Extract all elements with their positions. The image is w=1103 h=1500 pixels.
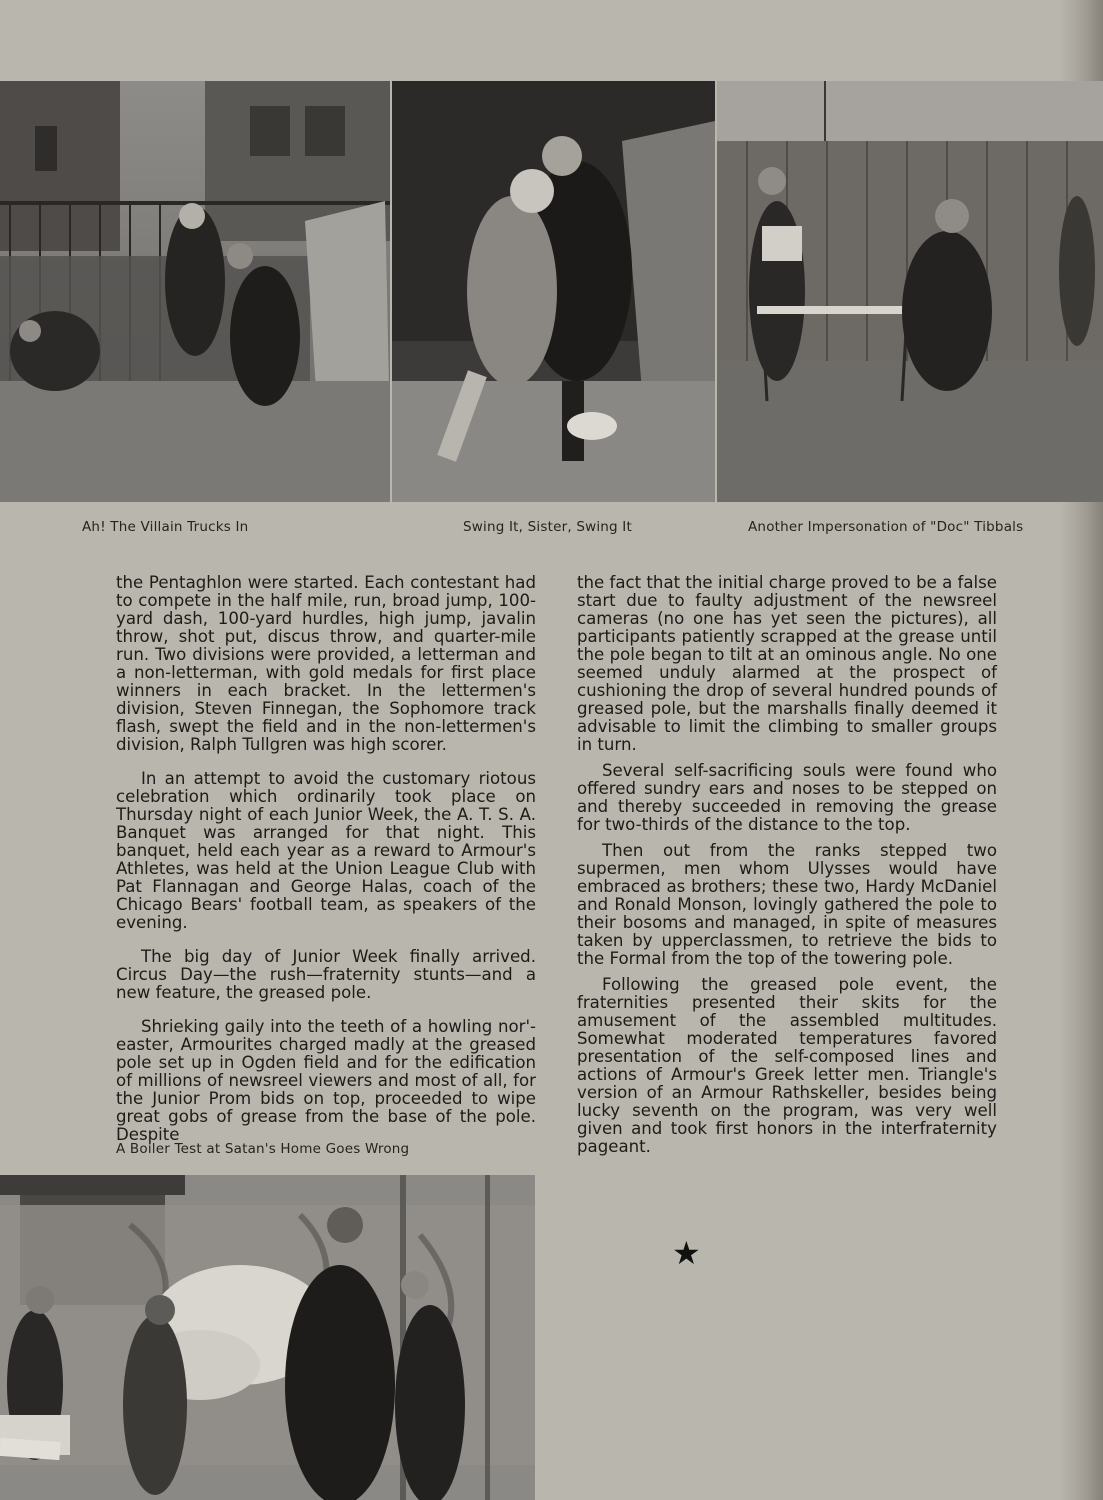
article-paragraph: Then out from the ranks stepped two supermen, men whom Ulysses would have embraced as brothers; these two, Hardy McDaniel and Ronald Monson, lovingly gathered the pole to their bosoms and managed, in spite of measures taken by upperclassmen, to retrieve the bids to the Formal from the top of the towering pole. xyxy=(577,841,997,968)
photo-caption-boiler-test: A Boiler Test at Satan's Home Goes Wrong xyxy=(116,1141,410,1157)
photo-doc-tibbals xyxy=(717,81,1103,502)
photo-swing-it-sister xyxy=(392,81,715,502)
article-paragraph: the fact that the initial charge proved to be a false start due to faulty adjustment of the newsreel cameras (no one has yet seen the pictures), all participants patiently scrapped at the grease until the pole began to tilt at an ominous angle. No one seemed unduly alarmed at the prospect of cushioning the drop of several hundred pounds of greased pole, but the marshalls finally deemed it advisable to limit the climbing to smaller groups in turn. xyxy=(577,573,998,754)
photo-doc-image xyxy=(717,81,1103,502)
star-icon: ★ xyxy=(672,1234,701,1272)
article-paragraph: In an attempt to avoid the customary riotous celebration which ordinarily took place on Thursday night of each Junior Week, the A. T. S. A. Banquet was arranged for that night. This banquet, held each year as a reward to Armour's Athletes, was held at the Union League Club with Pat Flannagan and George Halas, coach of the Chicago Bears' football team, as speakers of the evening. xyxy=(116,769,536,932)
photo-caption-villain: Ah! The Villain Trucks In xyxy=(82,519,249,535)
article-column-left xyxy=(116,574,536,1160)
article-paragraph: Following the greased pole event, the fraternities presented their skits for the amusement of the assembled multitudes. Somewhat moderated temperatures favored presentation of the self-composed lines and actions of Armour's Greek letter men. Triangle's version of an Armour Rathskeller, besides being lucky seventh on the program, was very well given and took first honors in the interfraternity pageant. xyxy=(577,975,997,1156)
photo-boiler-test xyxy=(0,1175,535,1500)
photo-boiler-image xyxy=(0,1175,535,1500)
photo-caption-doc-tibbals: Another Impersonation of "Doc" Tibbals xyxy=(748,519,1024,535)
article-paragraph: Several self-sacrificing souls were found who offered sundry ears and noses to be stepped on and thereby succeeded in removing the grease for two-thirds of the distance to the top. xyxy=(577,761,997,834)
photo-caption-swing: Swing It, Sister, Swing It xyxy=(463,519,632,535)
article-column-right xyxy=(577,574,997,1164)
photo-villain-image xyxy=(0,81,390,502)
photo-swing-image xyxy=(392,81,715,502)
photo-villain-trucks-in xyxy=(0,81,390,502)
article-paragraph: Shrieking gaily into the teeth of a howling nor'-easter, Armourites charged madly at the greased pole set up in Ogden field and for the edification of millions of newsreel viewers and most of all, for the Junior Prom bids on top, proceeded to wipe great gobs of grease from the base of the pole. Despite xyxy=(116,1017,536,1144)
article-paragraph: the Pentaghlon were started. Each contestant had to compete in the half mile, run, broad jump, 100-yard dash, 100-yard hurdles, high jump, javalin throw, shot put, discus throw, and quarter-mile run. Two divisions were provided, a letterman and a non-letterman, with gold medals for first place winners in each bracket. In the lettermen's division, Steven Finnegan, the Sophomore track flash, swept the field and in the non-lettermen's division, Ralph Tullgren was high scorer. xyxy=(116,573,536,754)
article-paragraph: The big day of Junior Week finally arrived. Circus Day—the rush—fraternity stunts—and a new feature, the greased pole. xyxy=(116,947,536,1002)
